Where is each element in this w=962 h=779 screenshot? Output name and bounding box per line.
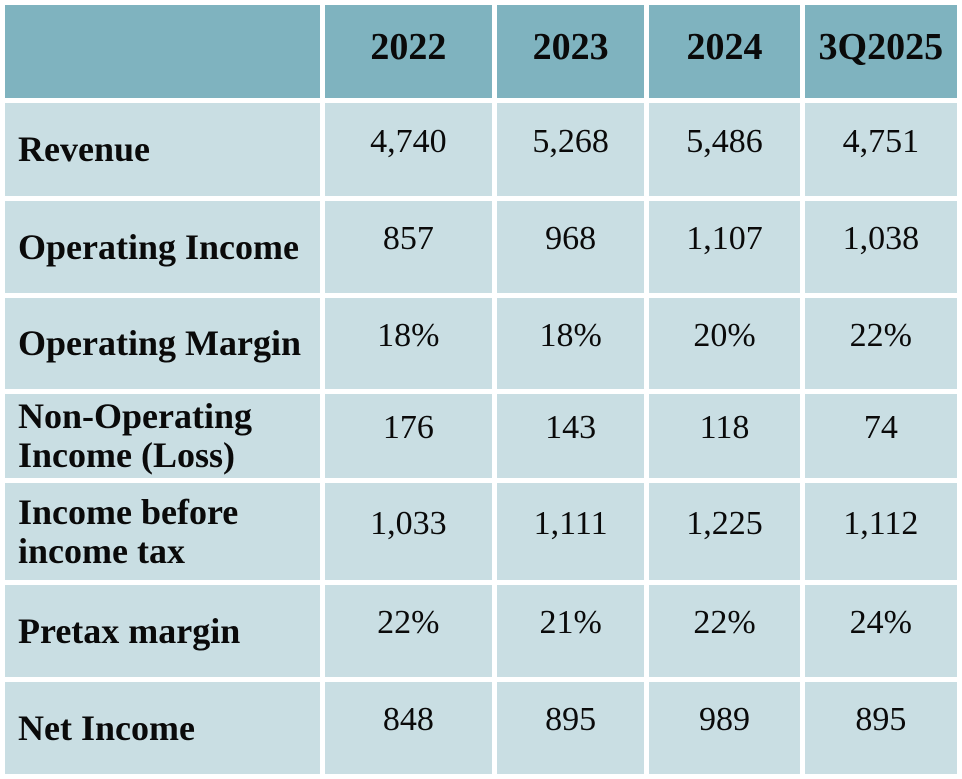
data-cell: 20% <box>649 298 799 389</box>
data-cell: 1,111 <box>497 483 644 580</box>
data-cell: 22% <box>805 298 957 389</box>
table-row-operating-margin <box>5 298 957 389</box>
data-cell: 74 <box>805 394 957 478</box>
data-cell: 968 <box>497 201 644 293</box>
table-row-net-income <box>5 682 957 774</box>
column-header-2024: 2024 <box>649 5 799 98</box>
row-label-operating-income: Operating Income <box>5 201 320 293</box>
data-cell: 21% <box>497 585 644 677</box>
data-cell: 1,038 <box>805 201 957 293</box>
table-row-operating-income <box>5 201 957 293</box>
data-cell: 989 <box>649 682 799 774</box>
table-row-income-before-tax <box>5 483 957 580</box>
data-cell: 895 <box>805 682 957 774</box>
data-cell: 24% <box>805 585 957 677</box>
table-row-pretax-margin <box>5 585 957 677</box>
data-cell: 1,225 <box>649 483 799 580</box>
data-cell: 18% <box>325 298 492 389</box>
data-cell: 22% <box>325 585 492 677</box>
column-header-3q2025: 3Q2025 <box>805 5 957 98</box>
column-header-2022: 2022 <box>325 5 492 98</box>
data-cell: 176 <box>325 394 492 478</box>
row-label-income-before-tax: Income before income tax <box>5 483 320 580</box>
column-header-2023: 2023 <box>497 5 644 98</box>
row-label-operating-margin: Operating Margin <box>5 298 320 389</box>
row-label-pretax-margin: Pretax margin <box>5 585 320 677</box>
data-cell: 895 <box>497 682 644 774</box>
header-row <box>5 5 957 98</box>
data-cell: 18% <box>497 298 644 389</box>
data-cell: 5,486 <box>649 103 799 196</box>
data-cell: 1,112 <box>805 483 957 580</box>
data-cell: 22% <box>649 585 799 677</box>
row-label-net-income: Net Income <box>5 682 320 774</box>
table-row-non-operating-income <box>5 394 957 478</box>
data-cell: 4,740 <box>325 103 492 196</box>
data-cell: 4,751 <box>805 103 957 196</box>
row-label-non-operating-income: Non-Operating Income (Loss) <box>5 394 320 478</box>
data-cell: 857 <box>325 201 492 293</box>
table-row-revenue <box>5 103 957 196</box>
data-cell: 1,107 <box>649 201 799 293</box>
row-label-revenue: Revenue <box>5 103 320 196</box>
data-cell: 143 <box>497 394 644 478</box>
data-cell: 848 <box>325 682 492 774</box>
corner-cell <box>5 5 320 98</box>
data-cell: 5,268 <box>497 103 644 196</box>
data-cell: 1,033 <box>325 483 492 580</box>
data-cell: 118 <box>649 394 799 478</box>
